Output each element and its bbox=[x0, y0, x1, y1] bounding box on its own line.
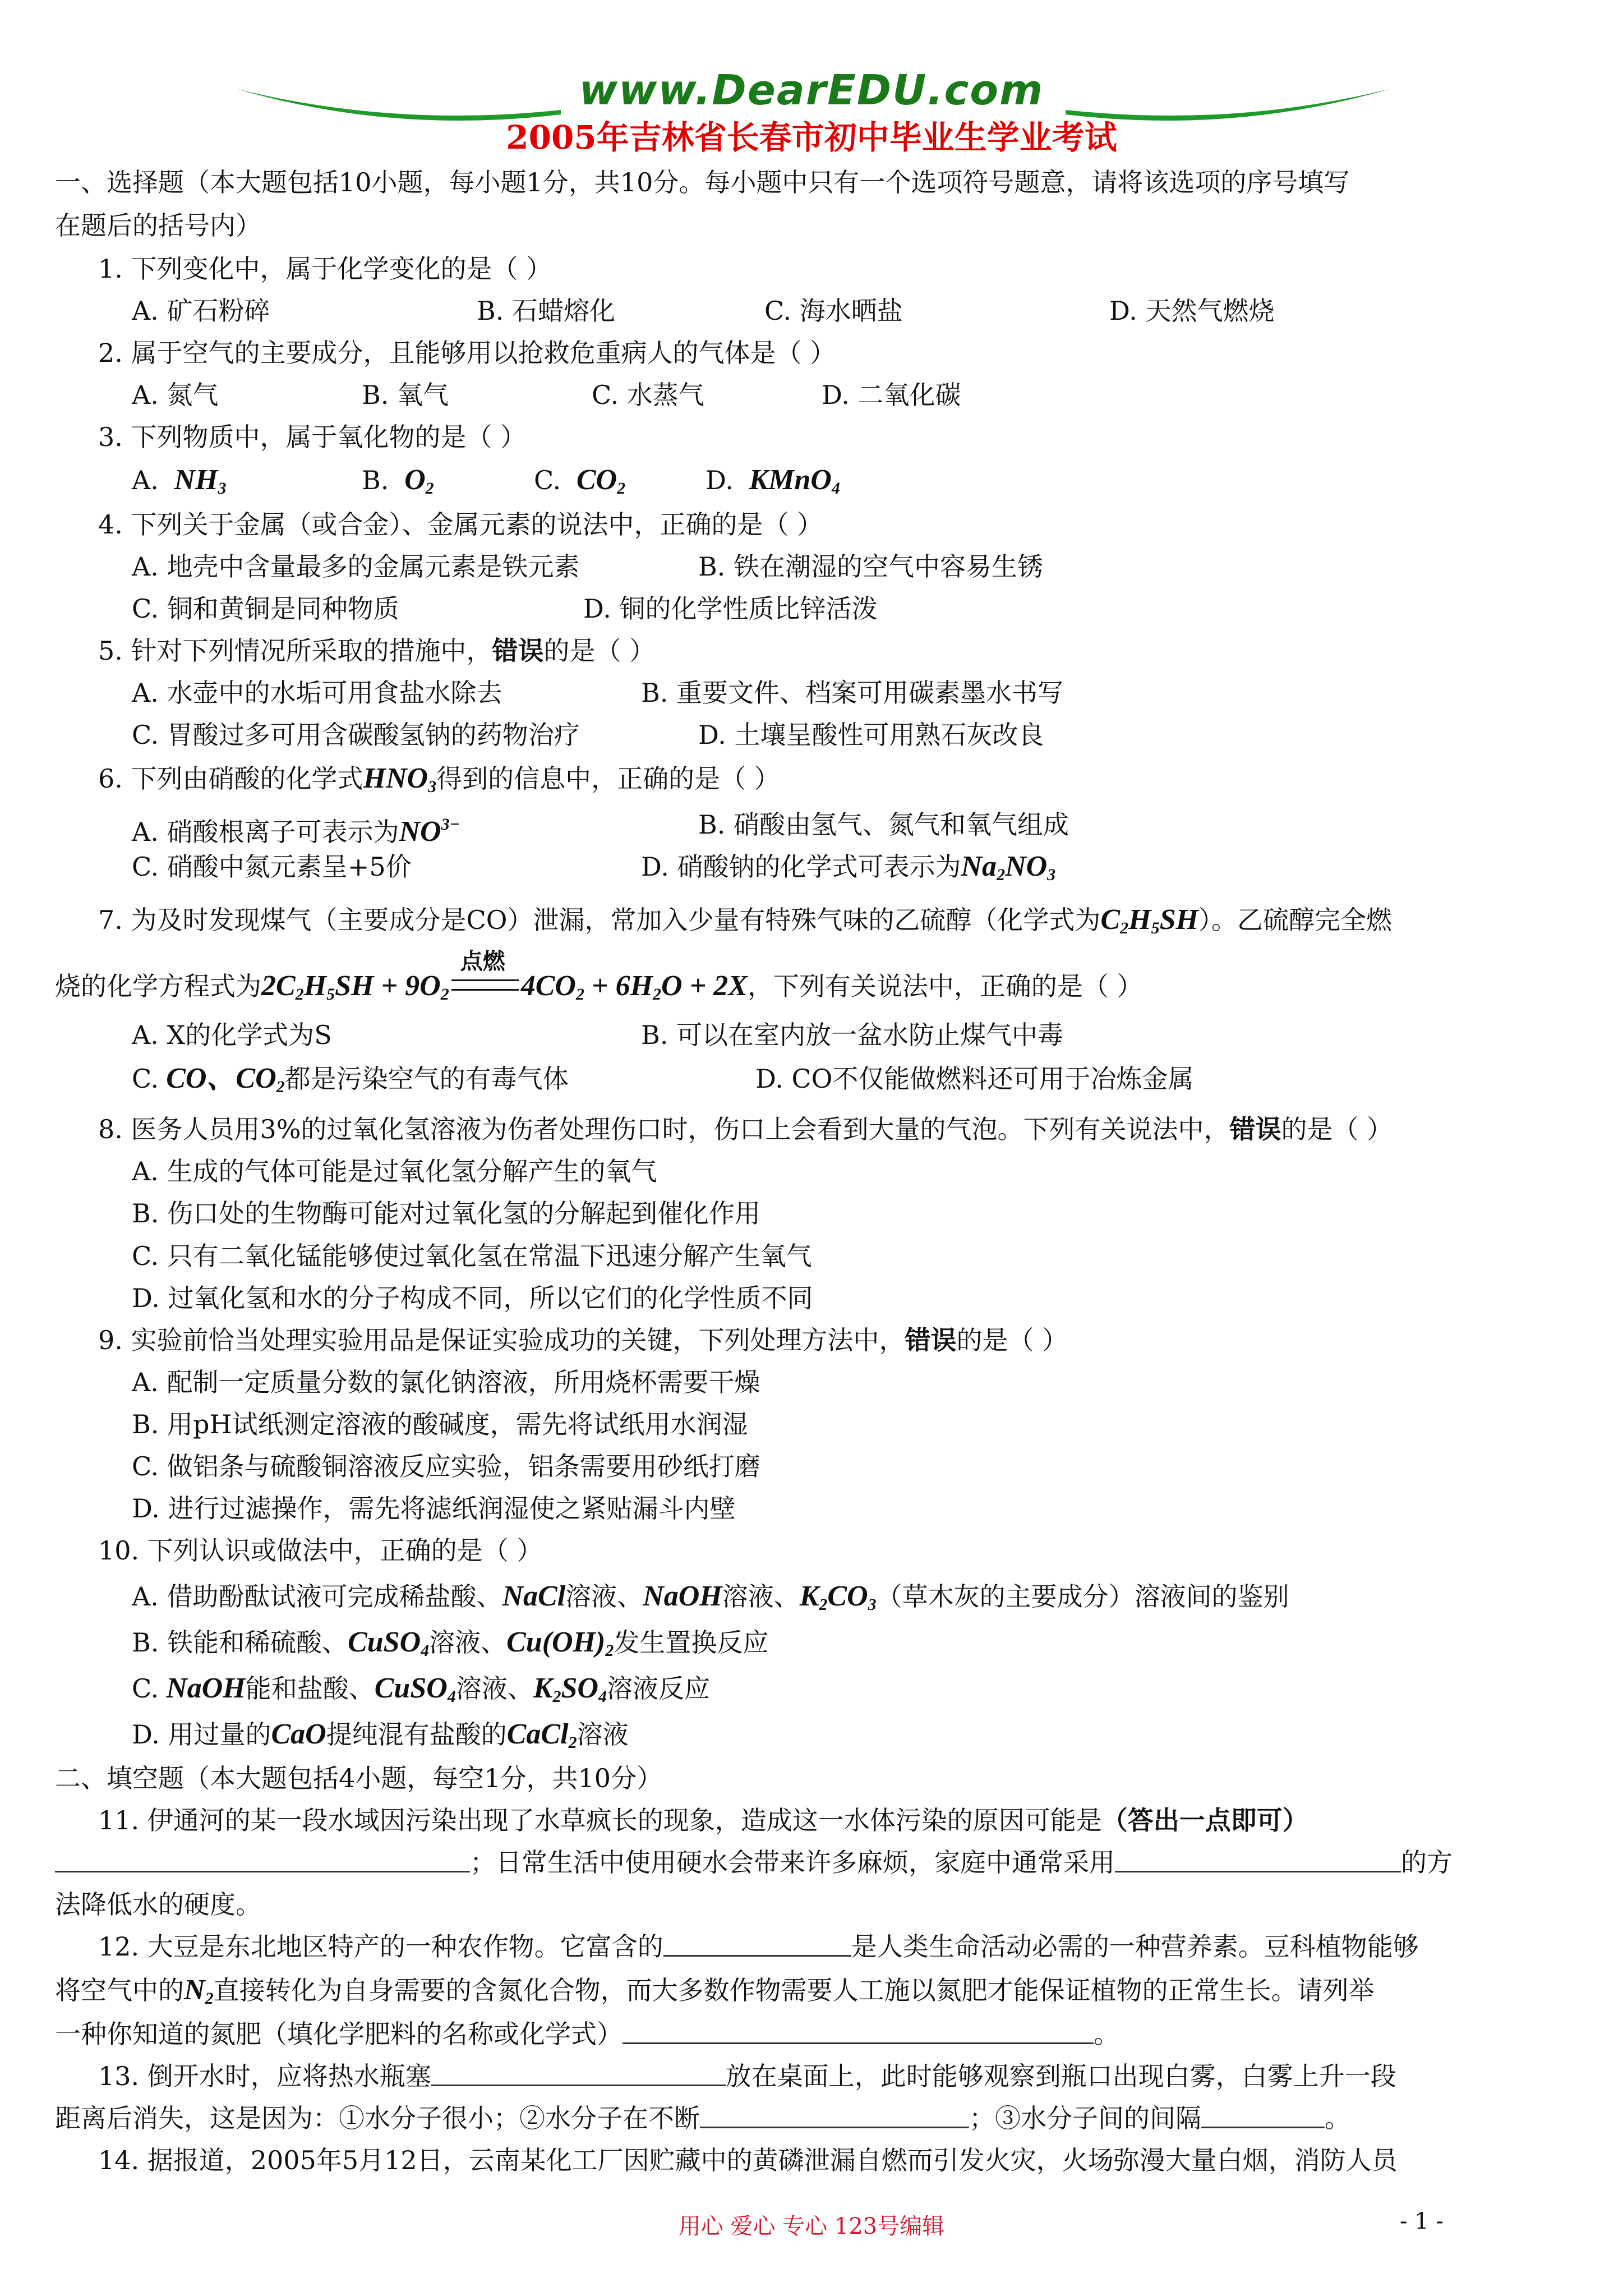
q11-line-2 bbox=[55, 1846, 1453, 1879]
q11-line-1 bbox=[98, 1803, 1308, 1837]
q12-blank-2[interactable] bbox=[623, 2018, 1094, 2044]
q1-option-d: D. 天然气燃烧 bbox=[1109, 296, 1275, 326]
formula-main: CO bbox=[576, 464, 617, 496]
formula-cuso4: CuSO$_4$ bbox=[348, 1626, 430, 1660]
q10-d-mid: 提纯混有盐酸的 bbox=[326, 1719, 507, 1750]
q3-option-c bbox=[534, 463, 625, 505]
q7-stem1-post: ）。乙硫醇完全燃 bbox=[1198, 905, 1392, 935]
formula-cuoh2: $Cu(OH)_2$ bbox=[506, 1626, 614, 1660]
q13-line-2 bbox=[55, 2101, 1350, 2135]
q3-b-label: B. bbox=[362, 465, 389, 495]
q6-option-d bbox=[641, 850, 1055, 892]
q10-d-pre: D. 用过量的 bbox=[132, 1719, 271, 1750]
q3-a-formula bbox=[167, 464, 226, 496]
formula-cuso4: CuSO$_4$ bbox=[374, 1672, 456, 1706]
q9-stem-pre: 9. 实验前恰当处理实验用品是保证实验成功的关键，下列处理方法中， bbox=[98, 1325, 905, 1355]
q10-c-post: 溶液反应 bbox=[607, 1673, 710, 1704]
formula-sub: 4 bbox=[831, 479, 840, 498]
q7-c-text: 都是污染空气的有毒气体 bbox=[284, 1064, 569, 1094]
q12-line-3 bbox=[55, 2017, 1119, 2051]
formula-k2co3: $K_2CO_3$ bbox=[799, 1580, 877, 1614]
q1-option-c: C. 海水晒盐 bbox=[764, 296, 903, 326]
q4-option-b: B. 铁在潮湿的空气中容易生锈 bbox=[698, 551, 1044, 582]
footer-text: 用心 爱心 专心 123号编辑 bbox=[678, 2214, 945, 2239]
formula-sup: 3− bbox=[441, 815, 460, 834]
q10-d-post: 溶液 bbox=[577, 1719, 629, 1750]
q11-l1-bold: （答出一点即可） bbox=[1101, 1805, 1308, 1835]
q5-stem bbox=[98, 634, 655, 668]
q11-l1-pre: 11. 伊通河的某一段水域因污染出现了水草疯长的现象，造成这一水体污染的原因可能是 bbox=[98, 1805, 1102, 1835]
q6-d-text: D. 硝酸钠的化学式可表示为 bbox=[641, 852, 961, 882]
q10-c-mid1: 能和盐酸、 bbox=[245, 1673, 375, 1704]
q7-option-b: B. 可以在室内放一盆水防止煤气中毒 bbox=[641, 1020, 1064, 1050]
q8-option-d: D. 过氧化氢和水的分子构成不同，所以它们的化学性质不同 bbox=[132, 1283, 813, 1313]
q12-l3-post: 。 bbox=[1094, 2019, 1119, 2049]
q6-stem bbox=[98, 762, 780, 804]
q5-option-b: B. 重要文件、档案可用碳素墨水书写 bbox=[641, 678, 1064, 708]
q6-d-formula bbox=[961, 850, 1056, 882]
formula-main: NH bbox=[174, 464, 218, 496]
q13-l2-pre: 距离后消失，这是因为：①水分子很小；②水分子在不断 bbox=[55, 2103, 700, 2133]
formula-cacl2: CaCl$_2$ bbox=[506, 1718, 577, 1752]
q5-stem-pre: 5. 针对下列情况所采取的措施中， bbox=[98, 636, 492, 666]
q3-c-label: C. bbox=[534, 465, 561, 495]
q10-a-mid2: 溶液、 bbox=[722, 1581, 800, 1612]
q7-ethanethiol-formula: $C_2H_5SH$ bbox=[1100, 904, 1198, 937]
q6-stem-post: 得到的信息中，正确的是（ ） bbox=[436, 763, 780, 794]
formula-main: O bbox=[404, 464, 426, 496]
q4-option-c: C. 铜和黄铜是同种物质 bbox=[132, 593, 399, 624]
q7-option-c bbox=[132, 1062, 569, 1104]
formula-main: HNO bbox=[363, 762, 428, 794]
q7-condition: 点燃 bbox=[460, 948, 505, 974]
formula-nacl: NaCl bbox=[502, 1580, 566, 1612]
q5-stem-post: 的是（ ） bbox=[543, 636, 656, 666]
q10-c-pre: C. bbox=[132, 1673, 159, 1704]
q2-option-b: B. 氧气 bbox=[362, 380, 449, 410]
q10-option-d bbox=[132, 1718, 629, 1760]
q12-line-1 bbox=[98, 1930, 1419, 1963]
q8-option-c: C. 只有二氧化锰能够使过氧化氢在常温下迅速分解产生氧气 bbox=[132, 1241, 812, 1271]
formula-sub: 2 bbox=[617, 479, 626, 498]
q9-stem-bold: 错误 bbox=[905, 1325, 957, 1355]
q3-c-formula bbox=[569, 464, 625, 496]
q5-stem-bold: 错误 bbox=[492, 636, 544, 666]
logo-text: www.DearEDU.com bbox=[579, 66, 1044, 114]
q10-a-mid1: 溶液、 bbox=[565, 1581, 643, 1612]
q13-blank-1[interactable] bbox=[431, 2060, 726, 2086]
q3-option-d bbox=[706, 463, 840, 505]
q2-option-d: D. 二氧化碳 bbox=[822, 380, 961, 410]
q8-stem-bold: 错误 bbox=[1229, 1114, 1281, 1144]
formula-naoh: NaOH bbox=[643, 1580, 722, 1612]
q1-stem: 1. 下列变化中，属于化学变化的是（ ） bbox=[98, 254, 552, 284]
q2-option-c: C. 水蒸气 bbox=[592, 380, 704, 410]
q11-blank-2[interactable] bbox=[1115, 1846, 1401, 1872]
q11-line-3: 法降低水的硬度。 bbox=[55, 1889, 261, 1920]
q6-a-formula bbox=[399, 816, 459, 848]
q7-stem-1 bbox=[98, 903, 1392, 945]
q12-l2-pre: 将空气中的 bbox=[55, 1975, 184, 2005]
q12-l1-post: 是人类生命活动必需的一种营养素。豆科植物能够 bbox=[851, 1931, 1419, 1962]
page-number: - 1 - bbox=[1400, 2208, 1444, 2234]
q10-b-mid: 溶液、 bbox=[429, 1627, 507, 1658]
formula-sub: 2 bbox=[997, 866, 1006, 884]
q8-option-b: B. 伤口处的生物酶可能对过氧化氢的分解起到催化作用 bbox=[132, 1198, 761, 1228]
q3-d-label: D. bbox=[706, 465, 734, 495]
formula-n2: $N_2$ bbox=[184, 1974, 214, 2008]
q8-stem-pre: 8. 医务人员用3%的过氧化氢溶液为伤者处理伤口时，伤口上会看到大量的气泡。下列有关说法中， bbox=[98, 1114, 1230, 1144]
q3-option-a bbox=[132, 463, 226, 505]
q11-l2-mid: ；日常生活中使用硬水会带来许多麻烦，家庭中通常采用 bbox=[470, 1847, 1115, 1878]
q9-option-d: D. 进行过滤操作，需先将滤纸润湿使之紧贴漏斗内壁 bbox=[132, 1493, 736, 1524]
q11-blank-1[interactable] bbox=[55, 1846, 470, 1872]
q1-option-b: B. 石蜡熔化 bbox=[477, 296, 616, 326]
q13-blank-3[interactable] bbox=[1201, 2102, 1325, 2128]
q4-stem: 4. 下列关于金属（或合金）、金属元素的说法中，正确的是（ ） bbox=[98, 509, 823, 540]
q5-option-c: C. 胃酸过多可用含碳酸氢钠的药物治疗 bbox=[132, 720, 580, 750]
q4-option-a: A. 地壳中含量最多的金属元素是铁元素 bbox=[132, 551, 580, 582]
section1-heading-2: 在题后的括号内） bbox=[55, 210, 261, 241]
q10-a-post: （草木灰的主要成分）溶液间的鉴别 bbox=[876, 1581, 1289, 1612]
q12-line-2 bbox=[55, 1973, 1375, 2016]
q3-b-formula bbox=[397, 464, 434, 496]
q6-option-c: C. 硝酸中氮元素呈+5价 bbox=[132, 852, 412, 882]
q10-b-post: 发生置换反应 bbox=[614, 1627, 769, 1658]
q9-stem-post: 的是（ ） bbox=[956, 1325, 1068, 1355]
section1-heading-1: 一、选择题（本大题包括10小题，每小题1分，共10分。每小题中只有一个选项符号题意，请将该选项的序号填写 bbox=[55, 167, 1350, 197]
q5-option-d: D. 土壤呈酸性可用熟石灰改良 bbox=[698, 720, 1044, 750]
q9-stem bbox=[98, 1323, 1068, 1357]
formula-naoh: NaOH bbox=[159, 1672, 246, 1704]
q7-option-d: D. CO不仅能做燃料还可用于冶炼金属 bbox=[755, 1064, 1194, 1094]
formula-sub: 3 bbox=[1047, 866, 1056, 884]
q9-option-a: A. 配制一定质量分数的氯化钠溶液，所用烧杯需要干燥 bbox=[132, 1367, 760, 1397]
q7-equation: $2C_2H_5SH + 9O_2$ bbox=[261, 970, 449, 1004]
q8-stem-post: 的是（ ） bbox=[1281, 1114, 1393, 1144]
q13-line-1 bbox=[98, 2059, 1396, 2093]
q7-c-label: C. bbox=[132, 1064, 159, 1094]
q7-option-a: A. X的化学式为S bbox=[132, 1020, 332, 1050]
formula-main: Na bbox=[961, 850, 997, 882]
q10-stem: 10. 下列认识或做法中，正确的是（ ） bbox=[98, 1535, 543, 1566]
q6-option-a bbox=[132, 808, 460, 849]
q2-option-a: A. 氮气 bbox=[132, 380, 219, 410]
q10-a-pre: A. 借助酚酞试液可完成稀盐酸、 bbox=[132, 1581, 502, 1612]
q7-stem1-pre: 7. 为及时发现煤气（主要成分是CO）泄漏，常加入少量有特殊气味的乙硫醇（化学式为 bbox=[98, 905, 1101, 935]
q7-c-formulas: CO、$CO_2$ bbox=[159, 1062, 285, 1096]
q10-b-pre: B. 铁能和稀硫酸、 bbox=[132, 1627, 348, 1658]
q12-l3-pre: 一种你知道的氮肥（填化学肥料的名称或化学式） bbox=[55, 2019, 623, 2049]
q10-option-b bbox=[132, 1626, 768, 1668]
q3-option-b bbox=[362, 463, 434, 505]
q3-stem: 3. 下列物质中，属于氧化物的是（ ） bbox=[98, 422, 527, 452]
formula-main: KMnO bbox=[749, 464, 832, 496]
formula-k2so4: $K_2SO_4$ bbox=[533, 1672, 607, 1706]
q10-c-mid2: 溶液、 bbox=[455, 1673, 533, 1704]
q3-a-label: A. bbox=[132, 465, 159, 495]
q10-option-c bbox=[132, 1672, 710, 1714]
formula-sub: 3 bbox=[218, 479, 227, 498]
q13-l1-post: 放在桌面上，此时能够观察到瓶口出现白雾，白雾上升一段 bbox=[725, 2061, 1396, 2091]
q6-stem-pre: 6. 下列由硝酸的化学式 bbox=[98, 763, 363, 794]
q13-l2-mid: ；③水分子间的间隔 bbox=[969, 2103, 1201, 2133]
formula-sub: 3 bbox=[428, 777, 437, 796]
q12-l2-post: 直接转化为自身需要的含氮化合物，而大多数作物需要人工施以氮肥才能保证植物的正常生长。请列举 bbox=[213, 1975, 1375, 2005]
q7-stem-2 bbox=[55, 948, 1143, 1011]
q3-d-formula bbox=[742, 464, 840, 496]
q10-option-a bbox=[132, 1580, 1289, 1622]
q4-option-d: D. 铜的化学性质比锌活泼 bbox=[583, 593, 878, 624]
formula-cao: CaO bbox=[271, 1718, 326, 1750]
q7-stem2-post: ，下列有关说法中，正确的是（ ） bbox=[747, 971, 1143, 1001]
q6-option-b: B. 硝酸由氢气、氮气和氧气组成 bbox=[698, 809, 1069, 840]
q12-blank-1[interactable] bbox=[663, 1930, 851, 1957]
q7-stem2-pre: 烧的化学方程式为 bbox=[55, 971, 261, 1001]
section2-heading: 二、填空题（本大题包括4小题，每空1分，共10分） bbox=[55, 1763, 663, 1793]
q11-l2-post: 的方 bbox=[1401, 1847, 1453, 1878]
formula-main: NO bbox=[399, 816, 441, 848]
formula-sub: 2 bbox=[425, 479, 434, 498]
q9-option-b: B. 用pH试纸测定溶液的酸碱度，需先将试纸用水润湿 bbox=[132, 1409, 748, 1439]
q6-formula bbox=[363, 762, 437, 794]
q9-option-c: C. 做铝条与硫酸铜溶液反应实验，铝条需要用砂纸打磨 bbox=[132, 1451, 760, 1481]
q5-option-a: A. 水壶中的水垢可用食盐水除去 bbox=[132, 678, 502, 708]
q12-l1-pre: 12. 大豆是东北地区特产的一种农作物。它富含的 bbox=[98, 1931, 663, 1962]
q1-option-a: A. 矿石粉碎 bbox=[132, 296, 270, 326]
q14-line-1: 14. 据报道，2005年5月12日，云南某化工厂因贮藏中的黄磷泄漏自燃而引发火灾，火场弥漫大量白烟，消防人员 bbox=[98, 2145, 1398, 2175]
q8-stem bbox=[98, 1112, 1393, 1146]
q13-l1-pre: 13. 倒开水时，应将热水瓶塞 bbox=[98, 2061, 431, 2091]
q2-stem: 2. 属于空气的主要成分，且能够用以抢救危重病人的气体是（ ） bbox=[98, 338, 836, 368]
q6-a-text: A. 硝酸根离子可表示为 bbox=[132, 817, 399, 847]
q7-arrow bbox=[449, 948, 521, 1003]
q7-products: $4CO_2 + 6H_2O + 2X$ bbox=[520, 970, 748, 1004]
formula-main: NO bbox=[1005, 850, 1048, 882]
q13-blank-2[interactable] bbox=[700, 2102, 969, 2128]
q13-l2-post: 。 bbox=[1325, 2103, 1350, 2133]
page-title: 2005年吉林省长春市初中毕业生学业考试 bbox=[506, 118, 1117, 157]
q8-option-a: A. 生成的气体可能是过氧化氢分解产生的氧气 bbox=[132, 1156, 657, 1186]
